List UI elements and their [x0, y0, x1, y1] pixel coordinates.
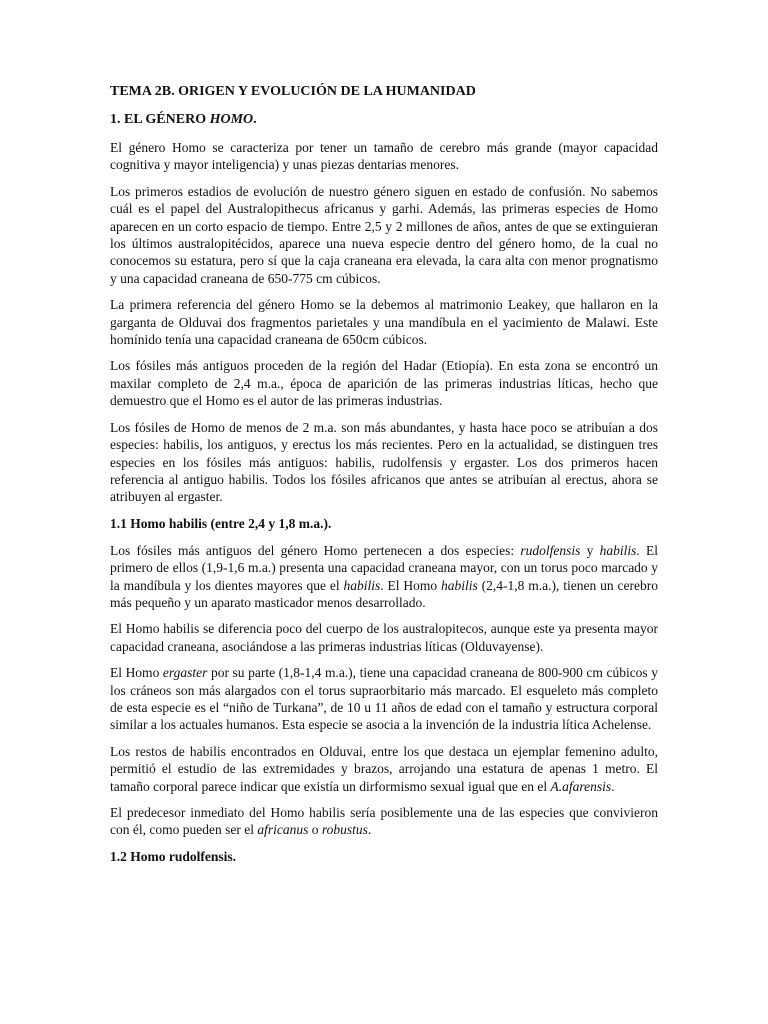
- paragraph-6-term-habilis-2: habilis: [343, 577, 381, 593]
- paragraph-6-text-c: y: [580, 542, 600, 558]
- paragraph-1: El género Homo se caracteriza por tener un tamaño de cerebro más grande (mayor capacidad cognitiva y mayor inteligencia) y unas piezas dentarias menores.: [110, 140, 658, 173]
- paragraph-6-term-habilis-3: habilis: [441, 577, 478, 593]
- paragraph-6-text-g: . El Homo: [380, 577, 442, 593]
- paragraph-4: Los fósiles más antiguos proceden de la región del Hadar (Etiopía). En esta zona se encontró un maxilar completo de 2,4 m.a., época de aparición de las primeras industrias líticas, hecho que demuestro que el Homo es el autor de las primeras industrias.: [110, 358, 658, 409]
- section-heading-1: [110, 110, 658, 129]
- paragraph-9-text-c: .: [611, 778, 615, 794]
- paragraph-9-text-a: Los restos de habilis encontrados en Olduvai, entre los que destaca un ejemplar femenino adulto, permitió el estudio de las extremidades y brazos, arrojando una estatura de apenas 1 metro. El tamaño corporal parece indicar que existía un dirformismo sexual igual que en el: [110, 743, 658, 794]
- section-heading-1-suffix: .: [253, 112, 257, 127]
- paragraph-3: La primera referencia del género Homo se la debemos al matrimonio Leakey, que hallaron en la garganta de Olduvai dos fragmentos parietales y una mandíbula en el yacimiento de Malawi. Este homínido tenía una capacidad craneana de 650cm cúbicos.: [110, 297, 658, 348]
- paragraph-6-text-e: . El primero de ellos (1,9-1,6 m.a.) presenta una capacidad craneana mayor, con un torus poco marcado y la mandíbula y los dientes mayores que el: [110, 542, 659, 593]
- paragraph-10-text-a: El predecesor inmediato del Homo habilis sería posiblemente una de las especies que convivieron con él, como pueden ser el: [110, 805, 658, 838]
- paragraph-2: Los primeros estadios de evolución de nuestro género siguen en estado de confusión. No sabemos cuál es el papel del Australopithecus africanus y garhi. Además, las primeras especies de Homo aparecen en un corto espacio de tiempo. Entre 2,5 y 2 millones de años, antes de que se extinguieran los últimos australopitécidos, aparece una nueva especie dentro del género homo, de la cual no conocemos su estatura, pero sí que la caja craneana era elevada, la cara alta con menor prognatismo y una capacidad craneana de 650-775 cm cúbicos.: [110, 183, 658, 286]
- paragraph-10-term-robustus: robustus: [321, 822, 368, 838]
- paragraph-10-text-e: .: [367, 822, 372, 838]
- paragraph-6-text-i: (2,4-1,8 m.a.), tienen un cerebro más pequeño y un aparato masticador menos desarrollado.: [110, 577, 658, 610]
- paragraph-8-text-c: por su parte (1,8-1,4 m.a.), tiene una capacidad craneana de 800-900 cm cúbicos y los cráneos son más alargados con el torus supraorbitario más marcado. El esqueleto más completo de esta especie es el “niño de Turkana”, de 10 u 11 años de edad con el tamaño y estructura corporal similar a los actuales humanos. Esta especie se asocia a la invención de la industria lítica Achelense.: [110, 665, 659, 733]
- paragraph-9: [110, 743, 658, 795]
- paragraph-10-text-c: o: [308, 822, 322, 838]
- paragraph-10: [110, 804, 658, 839]
- paragraph-5: Los fósiles de Homo de menos de 2 m.a. son más abundantes, y hasta hace poco se atribuían a dos especies: habilis, los antiguos, y erectus los más recientes. Pero en la actualidad, se distinguen tres especies en los fósiles más antiguos: habilis, rudolfensis y ergaster. Los dos primeros hacen referencia al antiguo habilis. Todos los fósiles africanos que antes se atribuían al erectus, ahora se atribuyen al ergaster.: [110, 419, 658, 505]
- paragraph-10-term-africanus: africanus: [257, 822, 309, 838]
- paragraph-6-term-habilis: habilis: [599, 542, 637, 558]
- paragraph-9-term-afarensis: A.afarensis: [550, 778, 612, 794]
- paragraph-8-term-ergaster: ergaster: [162, 665, 208, 681]
- paragraph-6-term-rudolfensis: rudolfensis: [520, 542, 581, 558]
- paragraph-6: [110, 542, 658, 612]
- section-heading-1-italic: HOMO: [209, 112, 254, 127]
- paragraph-8-text-a: El Homo: [110, 665, 163, 681]
- document-title: TEMA 2B. ORIGEN Y EVOLUCIÓN DE LA HUMANIDAD: [110, 84, 476, 99]
- section-heading-1-1: 1.1 Homo habilis (entre 2,4 y 1,8 m.a.).: [110, 515, 332, 531]
- section-heading-1-2: 1.2 Homo rudolfensis.: [110, 848, 237, 864]
- paragraph-8: [110, 664, 658, 734]
- paragraph-7: El Homo habilis se diferencia poco del cuerpo de los australopitecos, aunque este ya presenta mayor capacidad craneana, asociándose a las primeras industrias líticas (Olduvayense).: [110, 621, 658, 654]
- section-heading-1-prefix: 1. EL GÉNERO: [110, 112, 210, 127]
- paragraph-6-text-a: Los fósiles más antiguos del género Homo pertenecen a dos especies:: [110, 542, 521, 558]
